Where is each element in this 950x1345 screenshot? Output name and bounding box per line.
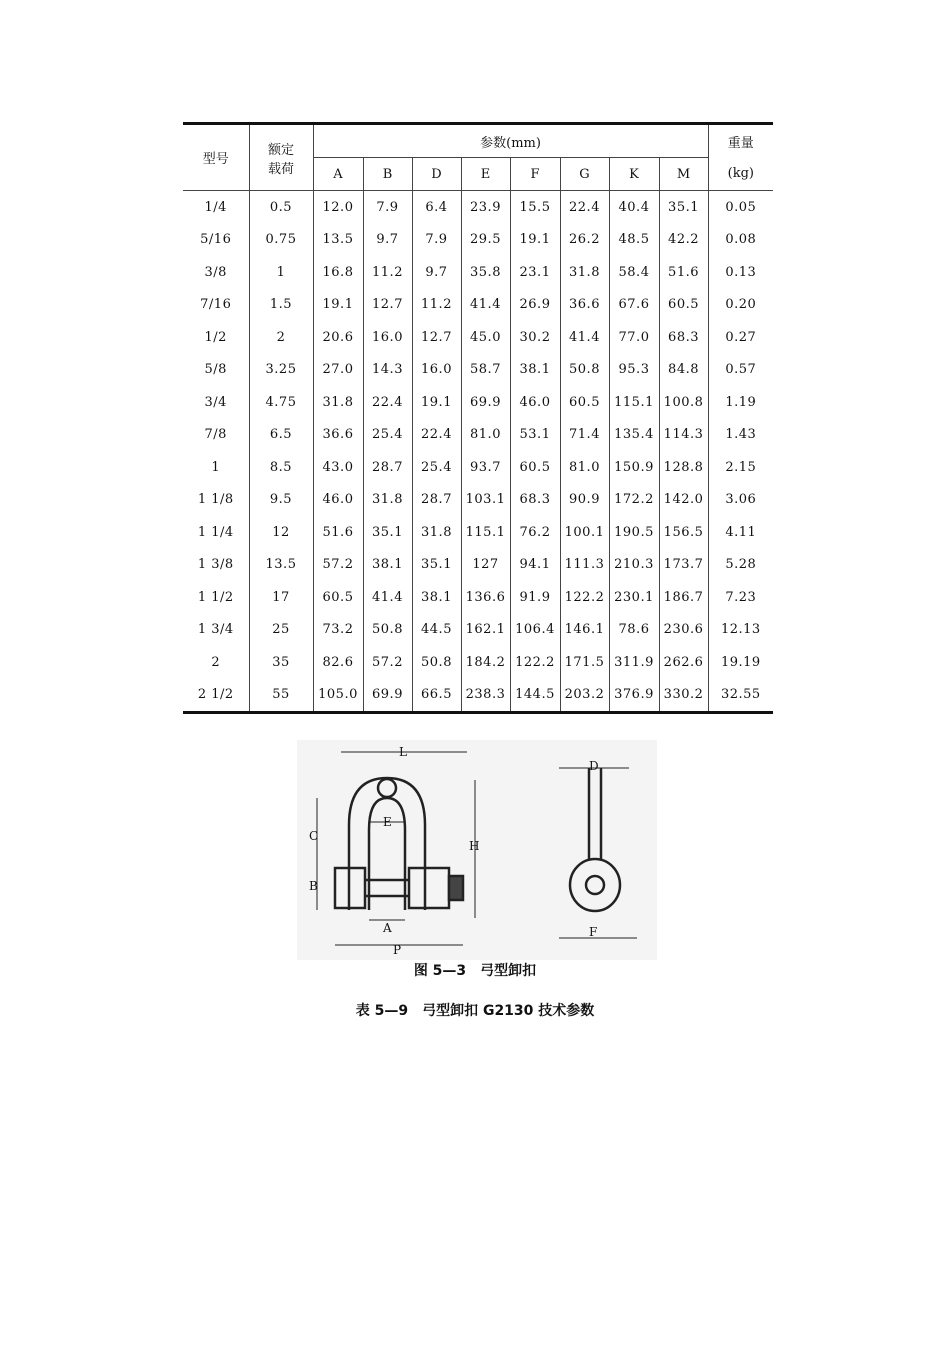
table-cell: 8.5: [249, 451, 313, 484]
table-cell: 41.4: [560, 321, 609, 354]
table-cell: 38.1: [363, 549, 412, 582]
table-cell: 5/8: [183, 354, 249, 387]
dim-label-d: D: [589, 759, 599, 773]
table-cell: 103.1: [461, 484, 510, 517]
col-header: B: [363, 158, 412, 191]
table-cell: 184.2: [461, 646, 510, 679]
table-cell: 135.4: [609, 419, 659, 452]
table-cell: 11.2: [363, 256, 412, 289]
table-cell: 2: [249, 321, 313, 354]
table-cell: 4.75: [249, 386, 313, 419]
table-cell: 35.8: [461, 256, 510, 289]
table-cell: 35.1: [659, 191, 708, 224]
table-cell: 31.8: [560, 256, 609, 289]
table-cell: 3.06: [708, 484, 773, 517]
dim-label-c: C: [309, 829, 319, 843]
table-cell: 35.1: [363, 516, 412, 549]
table-cell: 1/4: [183, 191, 249, 224]
table-cell: 0.57: [708, 354, 773, 387]
table-cell: 1/2: [183, 321, 249, 354]
table-cell: 28.7: [412, 484, 461, 517]
table-cell: 38.1: [510, 354, 560, 387]
table-cell: 42.2: [659, 224, 708, 257]
table-cell: 19.19: [708, 646, 773, 679]
table-row: [183, 224, 773, 257]
table-cell: 51.6: [659, 256, 708, 289]
table-cell: 68.3: [510, 484, 560, 517]
table-cell: 12.0: [313, 191, 363, 224]
table-cell: 81.0: [560, 451, 609, 484]
col-header: K: [609, 158, 659, 191]
table-cell: 190.5: [609, 516, 659, 549]
table-cell: 7.9: [363, 191, 412, 224]
table-cell: 100.8: [659, 386, 708, 419]
table-cell: 186.7: [659, 581, 708, 614]
table-cell: 171.5: [560, 646, 609, 679]
table-cell: 50.8: [363, 614, 412, 647]
table-cell: 36.6: [560, 289, 609, 322]
table-cell: 19.1: [412, 386, 461, 419]
table-row: [183, 679, 773, 713]
table-row: [183, 321, 773, 354]
table-cell: 105.0: [313, 679, 363, 713]
table-row: [183, 516, 773, 549]
table-cell: 78.6: [609, 614, 659, 647]
table-cell: 77.0: [609, 321, 659, 354]
table-cell: 55: [249, 679, 313, 713]
table-cell: 46.0: [313, 484, 363, 517]
table-cell: 210.3: [609, 549, 659, 582]
table-cell: 60.5: [560, 386, 609, 419]
table-cell: 23.9: [461, 191, 510, 224]
table-cell: 69.9: [363, 679, 412, 713]
table-cell: 76.2: [510, 516, 560, 549]
table-cell: 3.25: [249, 354, 313, 387]
table-cell: 94.1: [510, 549, 560, 582]
table-row: [183, 646, 773, 679]
table-cell: 0.5: [249, 191, 313, 224]
table-cell: 12: [249, 516, 313, 549]
table-cell: 330.2: [659, 679, 708, 713]
table-cell: 16.0: [412, 354, 461, 387]
table-cell: 3/4: [183, 386, 249, 419]
table-cell: 9.7: [363, 224, 412, 257]
table-row: [183, 191, 773, 224]
table-cell: 67.6: [609, 289, 659, 322]
table-cell: 38.1: [412, 581, 461, 614]
table-cell: 122.2: [560, 581, 609, 614]
table-cell: 95.3: [609, 354, 659, 387]
table-row: [183, 549, 773, 582]
header-model: 型号: [183, 124, 249, 191]
table-cell: 31.8: [363, 484, 412, 517]
dim-label-b: B: [309, 879, 318, 893]
table-cell: 1.19: [708, 386, 773, 419]
table-cell: 122.2: [510, 646, 560, 679]
table-cell: 30.2: [510, 321, 560, 354]
table-cell: 12.13: [708, 614, 773, 647]
table-cell: 28.7: [363, 451, 412, 484]
table-cell: 22.4: [412, 419, 461, 452]
table-cell: 22.4: [560, 191, 609, 224]
header-params: 参数(mm): [313, 124, 708, 158]
table-cell: 311.9: [609, 646, 659, 679]
table-row: [183, 451, 773, 484]
table-cell: 238.3: [461, 679, 510, 713]
table-cell: 60.5: [313, 581, 363, 614]
col-header: A: [313, 158, 363, 191]
table-cell: 127: [461, 549, 510, 582]
table-cell: 11.2: [412, 289, 461, 322]
table-row: [183, 614, 773, 647]
table-row: [183, 354, 773, 387]
table-cell: 0.20: [708, 289, 773, 322]
table-cell: 7/16: [183, 289, 249, 322]
table-cell: 6.4: [412, 191, 461, 224]
table-cell: 46.0: [510, 386, 560, 419]
table-cell: 100.1: [560, 516, 609, 549]
table-cell: 13.5: [313, 224, 363, 257]
table-row: [183, 419, 773, 452]
table-cell: 22.4: [363, 386, 412, 419]
table-cell: 115.1: [609, 386, 659, 419]
table-cell: 32.55: [708, 679, 773, 713]
table-cell: 7.23: [708, 581, 773, 614]
table-cell: 26.2: [560, 224, 609, 257]
table-cell: 53.1: [510, 419, 560, 452]
table-cell: 115.1: [461, 516, 510, 549]
table-cell: 106.4: [510, 614, 560, 647]
table-cell: 376.9: [609, 679, 659, 713]
table-cell: 66.5: [412, 679, 461, 713]
table-cell: 0.75: [249, 224, 313, 257]
table-cell: 31.8: [313, 386, 363, 419]
table-row: [183, 581, 773, 614]
table-cell: 20.6: [313, 321, 363, 354]
dim-label-p: P: [393, 943, 402, 957]
table-cell: 71.4: [560, 419, 609, 452]
table-cell: 82.6: [313, 646, 363, 679]
dim-label-l: L: [399, 745, 407, 759]
table-cell: 41.4: [363, 581, 412, 614]
spec-table: [183, 122, 773, 714]
table-cell: 13.5: [249, 549, 313, 582]
table-cell: 5/16: [183, 224, 249, 257]
table-row: [183, 289, 773, 322]
table-cell: 58.4: [609, 256, 659, 289]
table-cell: 142.0: [659, 484, 708, 517]
table-cell: 50.8: [412, 646, 461, 679]
table-cell: 27.0: [313, 354, 363, 387]
table-cell: 84.8: [659, 354, 708, 387]
table-cell: 23.1: [510, 256, 560, 289]
table-cell: 12.7: [412, 321, 461, 354]
table-caption: 表 5—9 弓型卸扣 G2130 技术参数: [355, 1003, 595, 1019]
table-cell: 4.11: [708, 516, 773, 549]
table-cell: 40.4: [609, 191, 659, 224]
col-header: E: [461, 158, 510, 191]
table-row: [183, 386, 773, 419]
table-cell: 0.13: [708, 256, 773, 289]
table-cell: 7.9: [412, 224, 461, 257]
table-body: [183, 191, 773, 713]
table-cell: 90.9: [560, 484, 609, 517]
table-cell: 7/8: [183, 419, 249, 452]
table-cell: 14.3: [363, 354, 412, 387]
table-cell: 3/8: [183, 256, 249, 289]
table-cell: 1 3/8: [183, 549, 249, 582]
table-cell: 57.2: [363, 646, 412, 679]
table-cell: 150.9: [609, 451, 659, 484]
table-cell: 5.28: [708, 549, 773, 582]
table-cell: 16.8: [313, 256, 363, 289]
table-cell: 230.1: [609, 581, 659, 614]
table-cell: 6.5: [249, 419, 313, 452]
table-cell: 25.4: [412, 451, 461, 484]
col-header: G: [560, 158, 609, 191]
table-cell: 128.8: [659, 451, 708, 484]
table-cell: 57.2: [313, 549, 363, 582]
table-cell: 73.2: [313, 614, 363, 647]
table-cell: 31.8: [412, 516, 461, 549]
table-cell: 2: [183, 646, 249, 679]
table-cell: 9.7: [412, 256, 461, 289]
table-cell: 1.43: [708, 419, 773, 452]
col-header: F: [510, 158, 560, 191]
table-cell: 12.7: [363, 289, 412, 322]
table-cell: 1: [183, 451, 249, 484]
table-cell: 44.5: [412, 614, 461, 647]
header-load: 额定载荷: [249, 124, 313, 191]
table-cell: 43.0: [313, 451, 363, 484]
table-cell: 19.1: [510, 224, 560, 257]
table-cell: 25: [249, 614, 313, 647]
table-cell: 69.9: [461, 386, 510, 419]
table-cell: 60.5: [510, 451, 560, 484]
col-header: D: [412, 158, 461, 191]
table-cell: 2.15: [708, 451, 773, 484]
table-cell: 0.27: [708, 321, 773, 354]
table-cell: 35.1: [412, 549, 461, 582]
table-cell: 50.8: [560, 354, 609, 387]
col-header: M: [659, 158, 708, 191]
table-cell: 146.1: [560, 614, 609, 647]
table-cell: 114.3: [659, 419, 708, 452]
dim-label-f: F: [589, 925, 598, 939]
table-cell: 1.5: [249, 289, 313, 322]
table-cell: 1 3/4: [183, 614, 249, 647]
table-cell: 0.05: [708, 191, 773, 224]
table-cell: 0.08: [708, 224, 773, 257]
table-cell: 68.3: [659, 321, 708, 354]
table-cell: 36.6: [313, 419, 363, 452]
table-cell: 51.6: [313, 516, 363, 549]
dim-label-h: H: [469, 839, 480, 853]
table-cell: 41.4: [461, 289, 510, 322]
table-row: [183, 484, 773, 517]
table-cell: 35: [249, 646, 313, 679]
table-cell: 230.6: [659, 614, 708, 647]
table-cell: 144.5: [510, 679, 560, 713]
dim-label-e: E: [383, 815, 392, 829]
table-cell: 19.1: [313, 289, 363, 322]
table-cell: 1 1/4: [183, 516, 249, 549]
header-weight: 重量: [708, 124, 773, 158]
table-cell: 29.5: [461, 224, 510, 257]
table-row: [183, 256, 773, 289]
table-cell: 156.5: [659, 516, 708, 549]
table-cell: 2 1/2: [183, 679, 249, 713]
table-cell: 16.0: [363, 321, 412, 354]
dim-label-a: A: [383, 921, 392, 935]
table-cell: 111.3: [560, 549, 609, 582]
table-cell: 203.2: [560, 679, 609, 713]
table-cell: 9.5: [249, 484, 313, 517]
table-cell: 58.7: [461, 354, 510, 387]
table-cell: 81.0: [461, 419, 510, 452]
header-weight-unit: (kg): [708, 158, 773, 191]
shackle-figure: [297, 740, 657, 960]
table-cell: 93.7: [461, 451, 510, 484]
table-cell: 15.5: [510, 191, 560, 224]
table-cell: 1 1/8: [183, 484, 249, 517]
table-cell: 26.9: [510, 289, 560, 322]
table-cell: 1: [249, 256, 313, 289]
table-cell: 25.4: [363, 419, 412, 452]
figure-caption: 图 5—3 弓型卸扣: [413, 963, 537, 979]
table-cell: 1 1/2: [183, 581, 249, 614]
table-cell: 48.5: [609, 224, 659, 257]
table-cell: 91.9: [510, 581, 560, 614]
table-cell: 60.5: [659, 289, 708, 322]
table-cell: 162.1: [461, 614, 510, 647]
table-cell: 173.7: [659, 549, 708, 582]
table-cell: 262.6: [659, 646, 708, 679]
table-cell: 17: [249, 581, 313, 614]
table-cell: 172.2: [609, 484, 659, 517]
table-cell: 45.0: [461, 321, 510, 354]
table-cell: 136.6: [461, 581, 510, 614]
